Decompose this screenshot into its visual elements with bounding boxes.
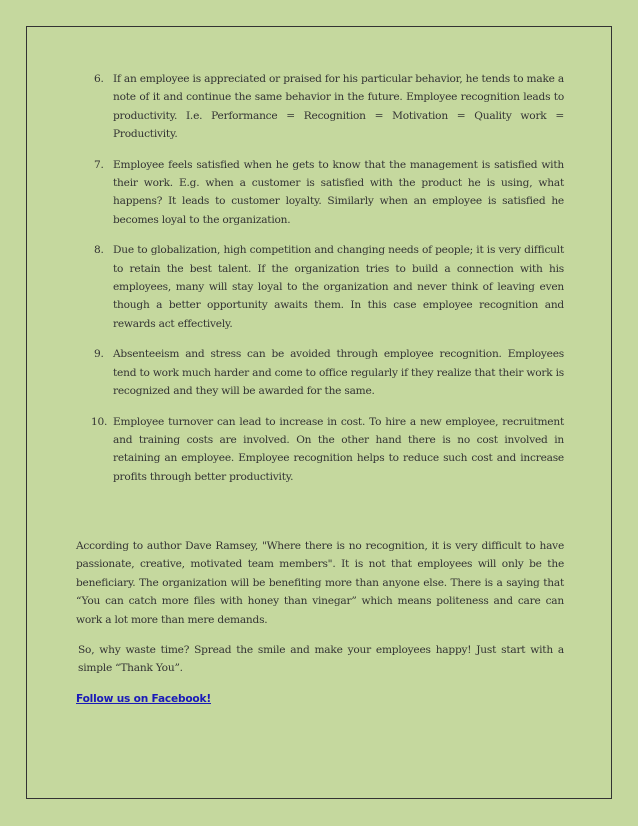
list-item-number: 8. <box>94 244 104 257</box>
numbered-list <box>76 70 564 486</box>
list-item-number: 9. <box>94 348 104 361</box>
list-item-text: Employee feels satisfied when he gets to know that the management is satisfied with their work. E.g. when a customer is satisfied with the product he is using, what happens? It leads to customer loyalty. Similarly when an employee is satisfied he becomes loyal to the organization. <box>113 158 564 226</box>
list-item-text: Due to globalization, high competition and changing needs of people; it is very difficult to retain the best talent. If the organization tries to build a connection with his employees, many will stay loyal to the organization and never think of leaving even though a better opportunity awaits them. In this case employee recognition and rewards act effectively. <box>113 244 564 330</box>
link-paragraph <box>76 690 564 708</box>
list-item-number: 10. <box>91 415 108 428</box>
list-item <box>76 156 564 230</box>
list-item <box>76 241 564 333</box>
list-item <box>76 70 564 144</box>
list-item <box>76 345 564 400</box>
quote-paragraph: According to author Dave Ramsey, "Where there is no recognition, it is very difficult to have passionate, creative, motivated team members". It is not that employees will only be the beneficiary. The organization will be benefiting more than anyone else. There is a saying that “You can catch more files with honey than vinegar” which means politeness and care can work a lot more than mere demands. <box>76 540 564 626</box>
list-item-text: Absenteeism and stress can be avoided through employee recognition. Employees tend to work much harder and come to office regularly if they realize that their work is recognized and they will be awarded for the same. <box>113 348 564 398</box>
list-item <box>76 413 564 487</box>
closing-paragraph: So, why waste time? Spread the smile and make your employees happy! Just start with a simple “Thank You”. <box>78 644 564 675</box>
facebook-link[interactable]: Follow us on Facebook! <box>76 692 211 705</box>
closing-section <box>76 537 564 720</box>
document-body <box>76 70 564 498</box>
list-item-text: If an employee is appreciated or praised for his particular behavior, he tends to make a note of it and continue the same behavior in the future. Employee recognition leads to productivity. I.e. Performance = Recognition = Motivation = Quality work = Productivity. <box>113 73 564 141</box>
list-item-number: 6. <box>94 73 104 85</box>
list-item-text: Employee turnover can lead to increase in cost. To hire a new employee, recruitment and training costs are involved. On the other hand there is no cost involved in retaining an employee. Employee recognition helps to reduce such cost and increase profits through better productivity. <box>113 415 564 483</box>
list-item-number: 7. <box>94 158 104 171</box>
